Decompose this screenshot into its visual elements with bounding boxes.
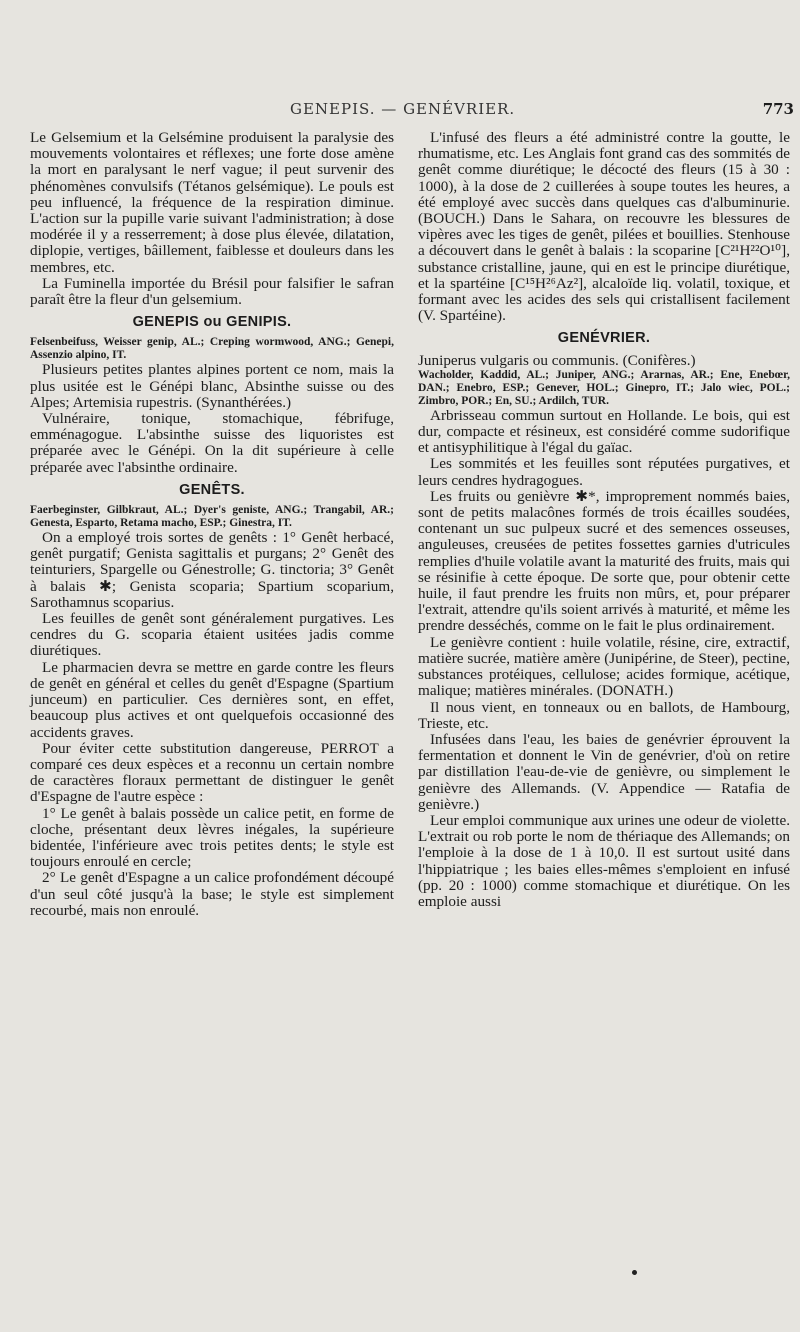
entry-heading-genevrier: GENÉVRIER. [557, 330, 651, 347]
entry-heading-genepis: GENEPIS ou GENIPIS. [132, 314, 292, 331]
paragraph: Les feuilles de genêt sont généralement purgatives. Les cendres du G. scoparia étaient usitées jadis comme diurétiques. [30, 610, 394, 660]
paragraph: Plusieurs petites plantes alpines portent ce nom, mais la plus usitée est le Génépi blanc, Absinthe suisse ou des Alpes; Artemisia rupestris. (Synanthérées.) [30, 361, 394, 411]
paragraph: 1° Le genêt à balais possède un calice petit, en forme de cloche, présentant deux lèvres inégales, la supérieure bidentée, l'inférieure avec trois petites dents; le style est toujours enroulé en cercle; [30, 804, 394, 871]
paragraph: 2° Le genêt d'Espagne a un calice profondément découpé d'un seul côté jusqu'à la base; le style est simplement recourbé, mais non enroulé. [30, 869, 394, 919]
right-column [418, 130, 790, 910]
page-header [0, 100, 800, 122]
foreign-names-genepis: Felsenbeifuss, Weisser genip, AL.; Creping wormwood, ANG.; Genepi, Assenzio alpino, IT. [30, 336, 394, 362]
paragraph: Le genièvre contient : huile volatile, résine, cire, extractif, matière sucrée, matière amère (Junipérine, de Steer), pectine, substances protéiques, cellulose; acides formique, acétique, malique; matières minérales. (DONATH.) [418, 633, 790, 700]
paragraph: Leur emploi communique aux urines une odeur de violette. L'extrait ou rob porte le nom de thériaque des Allemands; on l'emploie à la dose de 1 à 10,0. Il est surtout usité dans l'hippiatrique ; les baies elles-mêmes s'emploient en infusé (pp. 20 : 1000) comme stomachique et diurétique. On les emploie aussi [418, 811, 790, 910]
paragraph: Arbrisseau commun surtout en Hollande. Le bois, qui est dur, compacte et résineux, est considéré comme sudorifique et antisyphilitique à l'égal du gaïac. [418, 406, 790, 457]
paragraph: Il nous vient, en tonneaux ou en ballots, de Hambourg, Trieste, etc. [418, 698, 790, 732]
paragraph: Le Gelsemium et la Gelsémine produisent la paralysie des mouvements volontaires et réflexes; une forte dose amène la mort en paralysant le nerf vague; il peut survenir des phénomènes convulsifs (Tétanos gelsémique). Le pouls est peu influencé, la fréquence de la respiration diminue. L'action sur la pupille varie suivant l'administration; à dose modérée il y a resserrement; à dose plus élevée, dilatation, diplopie, vertiges, bâillement, faiblesse et douleurs dans les membres, etc. [30, 129, 394, 276]
running-title: GENEPIS. — GENÉVRIER. [290, 100, 516, 118]
paragraph: Pour éviter cette substitution dangereuse, PERROT a comparé ces deux espèces et a reconnu un certain nombre de caractères floraux permettant de distinguer le genêt d'Espagne de l'autre espèce : [30, 739, 394, 806]
paragraph: Infusées dans l'eau, les baies de genévrier éprouvent la fermentation et donnent le Vin de genévrier, d'où on retire par distillation l'eau-de-vie de genièvre, ou simplement le genièvre des Allemands. (V. Appendice — Ratafia de genièvre.) [418, 730, 790, 813]
page-number: 773 [762, 100, 794, 118]
latin-name-genevrier: Juniperus vulgaris ou communis. (Conifères.) [418, 351, 696, 369]
foreign-names-genevrier: Wacholder, Kaddid, AL.; Juniper, ANG.; Ararnas, AR.; Ene, Enebœr, DAN.; Enebro, ESP.; Genever, HOL.; Ginepro, IT.; Jalo wiec, POL.; Zimbro, POR.; En, SU.; Ardilch, TUR. [418, 368, 790, 407]
paragraph: Les fruits ou genièvre ✱*, improprement nommés baies, sont de petits malacônes formés de trois écailles soudées, contenant un suc pulpeux sucré et des semences osseuses, anguleuses, creusées de petites fossettes garnies d'utricules remplies d'huile volatile avant la maturité des fruits, mais qui se résinifie à cette époque. De sorte que, pour obtenir cette huile, il faut prendre les fruits non mûrs, et, pour préparer l'extrait, attendre qu'ils soient arrivés à maturité, et même les prendre desséchés, comme on le fait le plus ordinairement. [418, 487, 790, 635]
foreign-names-genets: Faerbeginster, Gilbkraut, AL.; Dyer's geniste, ANG.; Trangabil, AR.; Genesta, Esparto, Retama macho, ESP.; Ginestra, IT. [30, 504, 394, 530]
paragraph: Vulnéraire, tonique, stomachique, fébrifuge, emménagogue. L'absinthe suisse des liquoristes est préparée avec le Génépi. On la dit supérieure à celle préparée avec l'absinthe ordinaire. [30, 410, 394, 476]
paragraph: L'infusé des fleurs a été administré contre la goutte, le rhumatisme, etc. Les Anglais font grand cas des sommités de genêt comme diurétique; le décocté des fleurs (15 à 30 : 1000), à la dose de 2 cuillerées à soupe toutes les heures, a été employé avec succès dans quelques cas d'albuminurie. (BOUCH.) Dans le Sahara, on recouvre les blessures de vipères avec les tiges de genêt, pilées et bouillies. Stenhouse a découvert dans le genêt à balais : la scoparine [C²¹H²²O¹⁰], substance cristalline, jaune, qui en est le principe diurétique, et la spartéine [C¹⁵H²⁶Az²], alcaloïde liq. volatil, toxique, et formant avec les acides des sels qui cristallisent facilement (V. Spartéine). [418, 129, 790, 325]
paragraph: Les sommités et les feuilles sont réputées purgatives, et leurs cendres hydragogues. [418, 455, 790, 489]
entry-heading-genets: GENÊTS. [179, 481, 245, 498]
ink-spot [632, 1270, 637, 1275]
paragraph: Le pharmacien devra se mettre en garde contre les fleurs de genêt en général et celles du genêt d'Espagne (Spartium junceum) en particulier. Ces dernières sont, en effet, beaucoup plus actives et ont quelquefois occasionné des accidents graves. [30, 658, 394, 741]
paragraph: La Fuminella importée du Brésil pour falsifier le safran paraît être la fleur d'un gelsemium. [30, 274, 394, 309]
left-column [30, 130, 394, 919]
paragraph: On a employé trois sortes de genêts : 1° Genêt herbacé, genêt purgatif; Genista sagittalis et purgans; 2° Genêt des teinturiers, Spargelle ou Génestrolle; G. tinctoria; 3° Genêt à balais ✱; Genista scoparia; Spartium scoparium, Sarothamnus scoparius. [30, 529, 394, 611]
